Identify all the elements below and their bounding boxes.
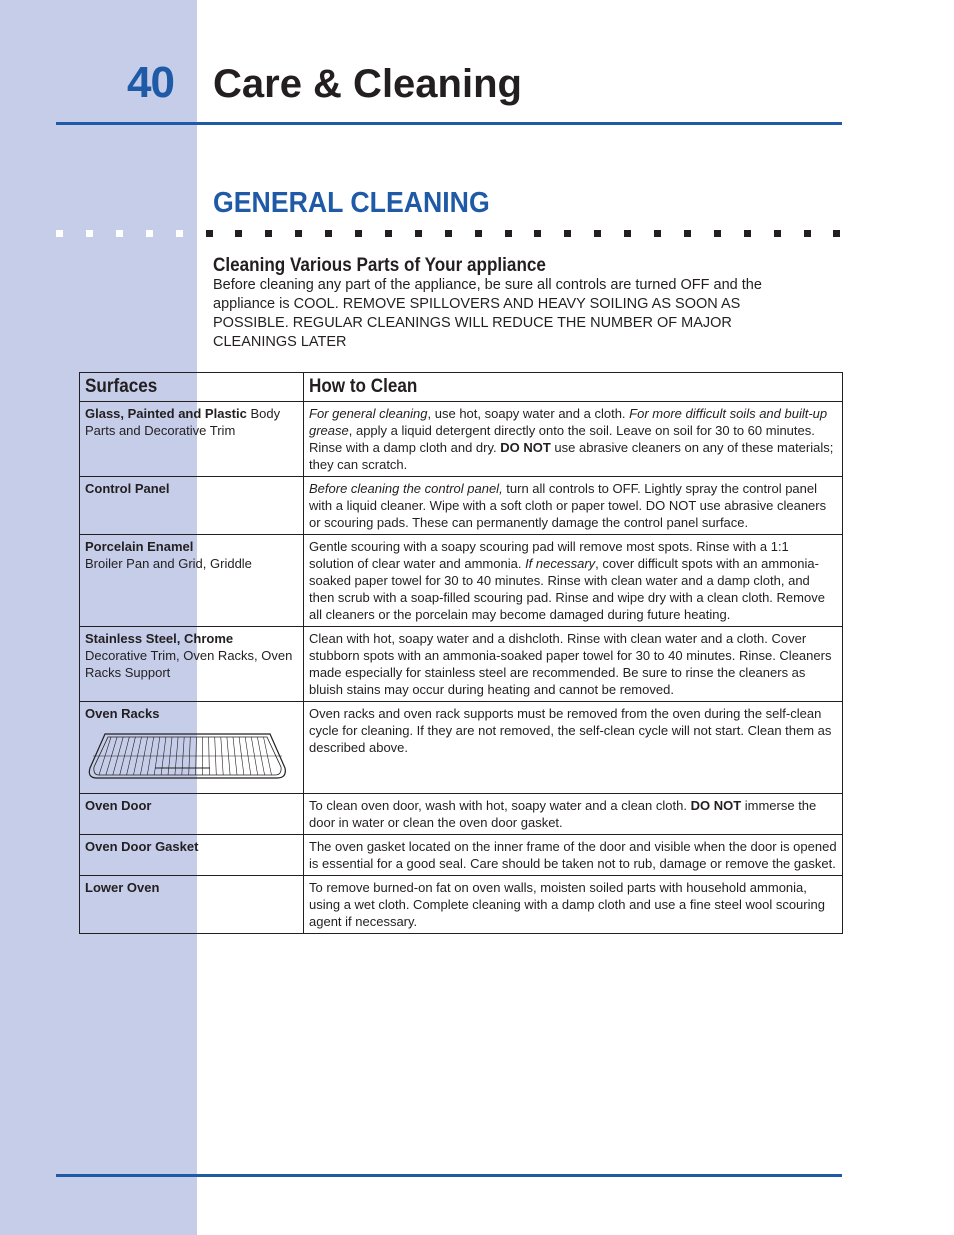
text-run: Oven racks and oven rack supports must be removed from the oven during the self-clean cycle for cleaning. If they are not removed, the self-clean cycle will not start. Clean them as described above. bbox=[309, 706, 832, 755]
footer-rule bbox=[56, 1174, 842, 1177]
how-to-clean-cell bbox=[304, 477, 843, 535]
divider-dot bbox=[684, 230, 691, 237]
text-run: immerse the door in water or clean the oven door gasket. bbox=[309, 798, 817, 830]
bold-text: DO NOT bbox=[500, 440, 551, 455]
bold-text: Oven Door bbox=[85, 798, 152, 813]
table-row bbox=[80, 794, 843, 835]
divider-dot bbox=[325, 230, 332, 237]
text-run: To remove burned-on fat on oven walls, moisten soiled parts with household ammonia, using a wet cloth. Complete cleaning with a damp cloth and use a fine steel wool scouring agent if necessary. bbox=[309, 880, 825, 929]
surface-cell bbox=[80, 627, 304, 702]
divider-dot bbox=[804, 230, 811, 237]
divider-dot bbox=[564, 230, 571, 237]
subsection-heading: Cleaning Various Parts of Your appliance bbox=[213, 255, 546, 276]
text-run: , use hot, soapy water and a cloth. bbox=[427, 406, 630, 421]
divider-dot bbox=[505, 230, 512, 237]
bold-text: Stainless Steel, Chrome bbox=[85, 631, 234, 646]
bold-text: Oven Racks bbox=[85, 706, 160, 721]
bold-text: Porcelain Enamel bbox=[85, 539, 194, 554]
how-to-clean-cell bbox=[304, 702, 843, 794]
divider-dot bbox=[654, 230, 661, 237]
table-row bbox=[80, 402, 843, 477]
italic-text: For more difficult soils and built-up grease bbox=[309, 406, 828, 438]
text-run: Clean with hot, soapy water and a dishcloth. Rinse with clean water and a cloth. Cover stubborn spots with an ammonia-soaked paper towel for 30 to 40 minutes. Rinse. Cleaners made especially for stainless steel are recommended. Be sure to rinse the cleaners as bluish stains may occur during heating and cannot be removed. bbox=[309, 631, 832, 697]
divider-dot bbox=[385, 230, 392, 237]
oven-rack-illustration bbox=[85, 728, 298, 790]
text-run: , cover difficult spots with an ammonia-soaked paper towel for 30 to 40 minutes. Rinse with clean water and a damp cloth, and then scrub with a soap-filled scouring pad. Rinse and wipe dry with a clean cloth. Remove all cleaners or the porcelain may become damaged during future heating. bbox=[309, 556, 825, 622]
table-header-row bbox=[80, 373, 843, 402]
how-to-clean-cell bbox=[304, 794, 843, 835]
divider-dot bbox=[355, 230, 362, 237]
italic-text: Before cleaning the control panel, bbox=[309, 481, 503, 496]
surface-cell bbox=[80, 794, 304, 835]
table-row bbox=[80, 876, 843, 934]
table-row bbox=[80, 535, 843, 627]
divider-dot bbox=[56, 230, 63, 237]
how-to-clean-cell bbox=[304, 876, 843, 934]
section-title: GENERAL CLEANING bbox=[213, 187, 490, 219]
page-title: Care & Cleaning bbox=[213, 62, 522, 106]
divider-dot bbox=[445, 230, 452, 237]
text-run: Body Parts and Decorative Trim bbox=[85, 406, 281, 438]
divider-dot bbox=[146, 230, 153, 237]
divider-dot bbox=[774, 230, 781, 237]
surface-cell bbox=[80, 876, 304, 934]
text-run: turn all controls to OFF. Lightly spray the control panel with a liquid cleaner. Wipe with a soft cloth or paper towel. DO NOT use abrasive cleaners or scouring pads. These can permanently damage the control panel surface. bbox=[309, 481, 827, 530]
how-to-clean-cell bbox=[304, 627, 843, 702]
divider-dot bbox=[265, 230, 272, 237]
text-run: use abrasive cleaners on any of these materials; they can scratch. bbox=[309, 440, 834, 472]
italic-text: If necessary bbox=[525, 556, 596, 571]
table-row bbox=[80, 702, 843, 794]
dotted-divider bbox=[56, 230, 846, 240]
table-row bbox=[80, 835, 843, 876]
text-run: Broiler Pan and Grid, Griddle bbox=[85, 556, 252, 571]
how-to-clean-cell bbox=[304, 402, 843, 477]
divider-dot bbox=[833, 230, 840, 237]
divider-dot bbox=[475, 230, 482, 237]
divider-dot bbox=[744, 230, 751, 237]
oven-rack-icon bbox=[85, 728, 290, 786]
divider-dot bbox=[295, 230, 302, 237]
bold-text: DO NOT bbox=[690, 798, 742, 813]
divider-dot bbox=[534, 230, 541, 237]
text-run: Gentle scouring with a soapy scouring pad will remove most spots. Rinse with a 1:1 solution of clear water and ammonia. bbox=[309, 539, 789, 571]
divider-dot bbox=[624, 230, 631, 237]
divider-dot bbox=[176, 230, 183, 237]
intro-paragraph: Before cleaning any part of the appliance, be sure all controls are turned OFF and the appliance is COOL. REMOVE SPILLOVERS AND HEAVY SOILING AS SOON AS POSSIBLE. REGULAR CLEANINGS WILL REDUCE THE NUMBER OF MAJOR CLEANINGS LATER bbox=[213, 277, 762, 350]
table-row bbox=[80, 627, 843, 702]
page-number: 40 bbox=[127, 58, 174, 107]
bold-text: Control Panel bbox=[85, 481, 170, 496]
text-run: Decorative Trim, Oven Racks, Oven Racks Support bbox=[85, 648, 293, 680]
divider-dot bbox=[594, 230, 601, 237]
surface-cell bbox=[80, 702, 304, 794]
cleaning-table bbox=[79, 372, 843, 934]
surface-cell bbox=[80, 477, 304, 535]
divider-dot bbox=[116, 230, 123, 237]
divider-dot bbox=[206, 230, 213, 237]
italic-text: For general cleaning bbox=[309, 406, 428, 421]
how-to-clean-cell bbox=[304, 835, 843, 876]
divider-dot bbox=[86, 230, 93, 237]
text-run: To clean oven door, wash with hot, soapy water and a clean cloth. bbox=[309, 798, 691, 813]
surface-cell bbox=[80, 835, 304, 876]
divider-dot bbox=[415, 230, 422, 237]
column-header-how-to-clean: How to Clean bbox=[304, 373, 843, 402]
divider-dot bbox=[714, 230, 721, 237]
text-run: The oven gasket located on the inner frame of the door and visible when the door is opened is essential for a good seal. Care should be taken not to rub, damage or remove the gasket. bbox=[309, 839, 837, 871]
header-rule bbox=[56, 122, 842, 125]
bold-text: Oven Door Gasket bbox=[85, 839, 199, 854]
surface-cell bbox=[80, 535, 304, 627]
how-to-clean-cell bbox=[304, 535, 843, 627]
column-header-surfaces: Surfaces bbox=[80, 373, 304, 402]
surface-cell bbox=[80, 402, 304, 477]
divider-dot bbox=[235, 230, 242, 237]
bold-text: Lower Oven bbox=[85, 880, 160, 895]
bold-text: Glass, Painted and Plastic bbox=[85, 406, 247, 421]
text-run: , apply a liquid detergent directly onto the soil. Leave on soil for 30 to 60 minutes. Rinse with a damp cloth and dry. bbox=[309, 423, 815, 455]
table-row bbox=[80, 477, 843, 535]
